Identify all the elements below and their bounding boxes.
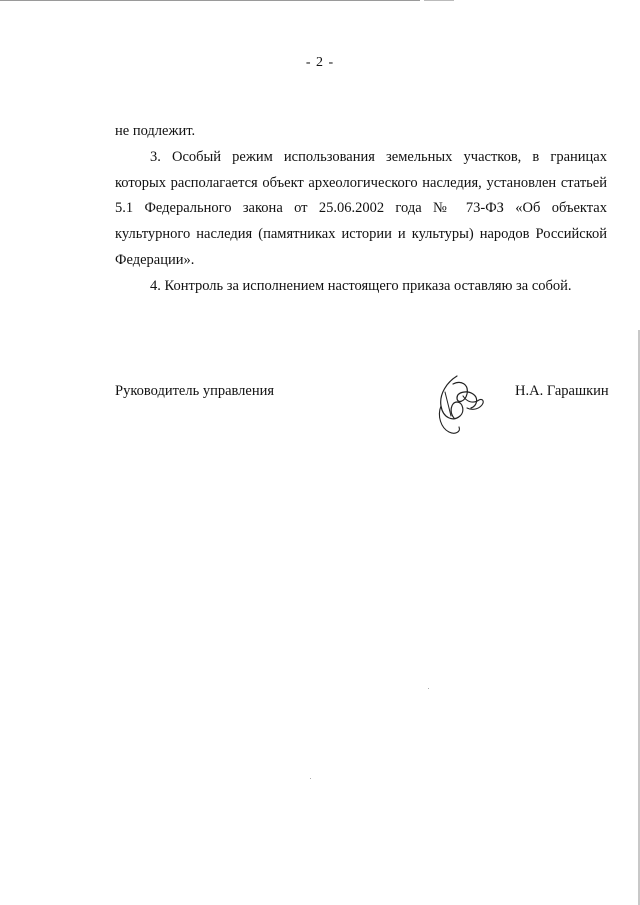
scan-edge-line	[424, 0, 454, 1]
signer-name: Н.А. Гарашкин	[515, 383, 609, 399]
scan-speck	[428, 688, 429, 689]
paragraph-item-4: 4. Контроль за исполнением настоящего приказа оставляю за собой.	[150, 277, 572, 294]
page-number: - 2 -	[305, 55, 335, 70]
scan-edge-line	[0, 0, 420, 1]
handwritten-signature	[427, 372, 489, 438]
scan-speck	[310, 778, 311, 779]
paragraph-continuation: не подлежит.	[115, 123, 196, 139]
signer-title: Руководитель управления	[115, 383, 275, 399]
document-body	[115, 119, 607, 300]
paragraph-item-3: 3. Особый режим использования земельных участков, в границах которых располагается объект археологического наследия, установлен статьей 5.1 Федерального закона от 25.06.2002 года № 73-ФЗ «Об объектах культурного наследия (памятниках истории и культуры) народов Российской Федерации».	[115, 148, 607, 268]
signature-block	[115, 372, 610, 442]
